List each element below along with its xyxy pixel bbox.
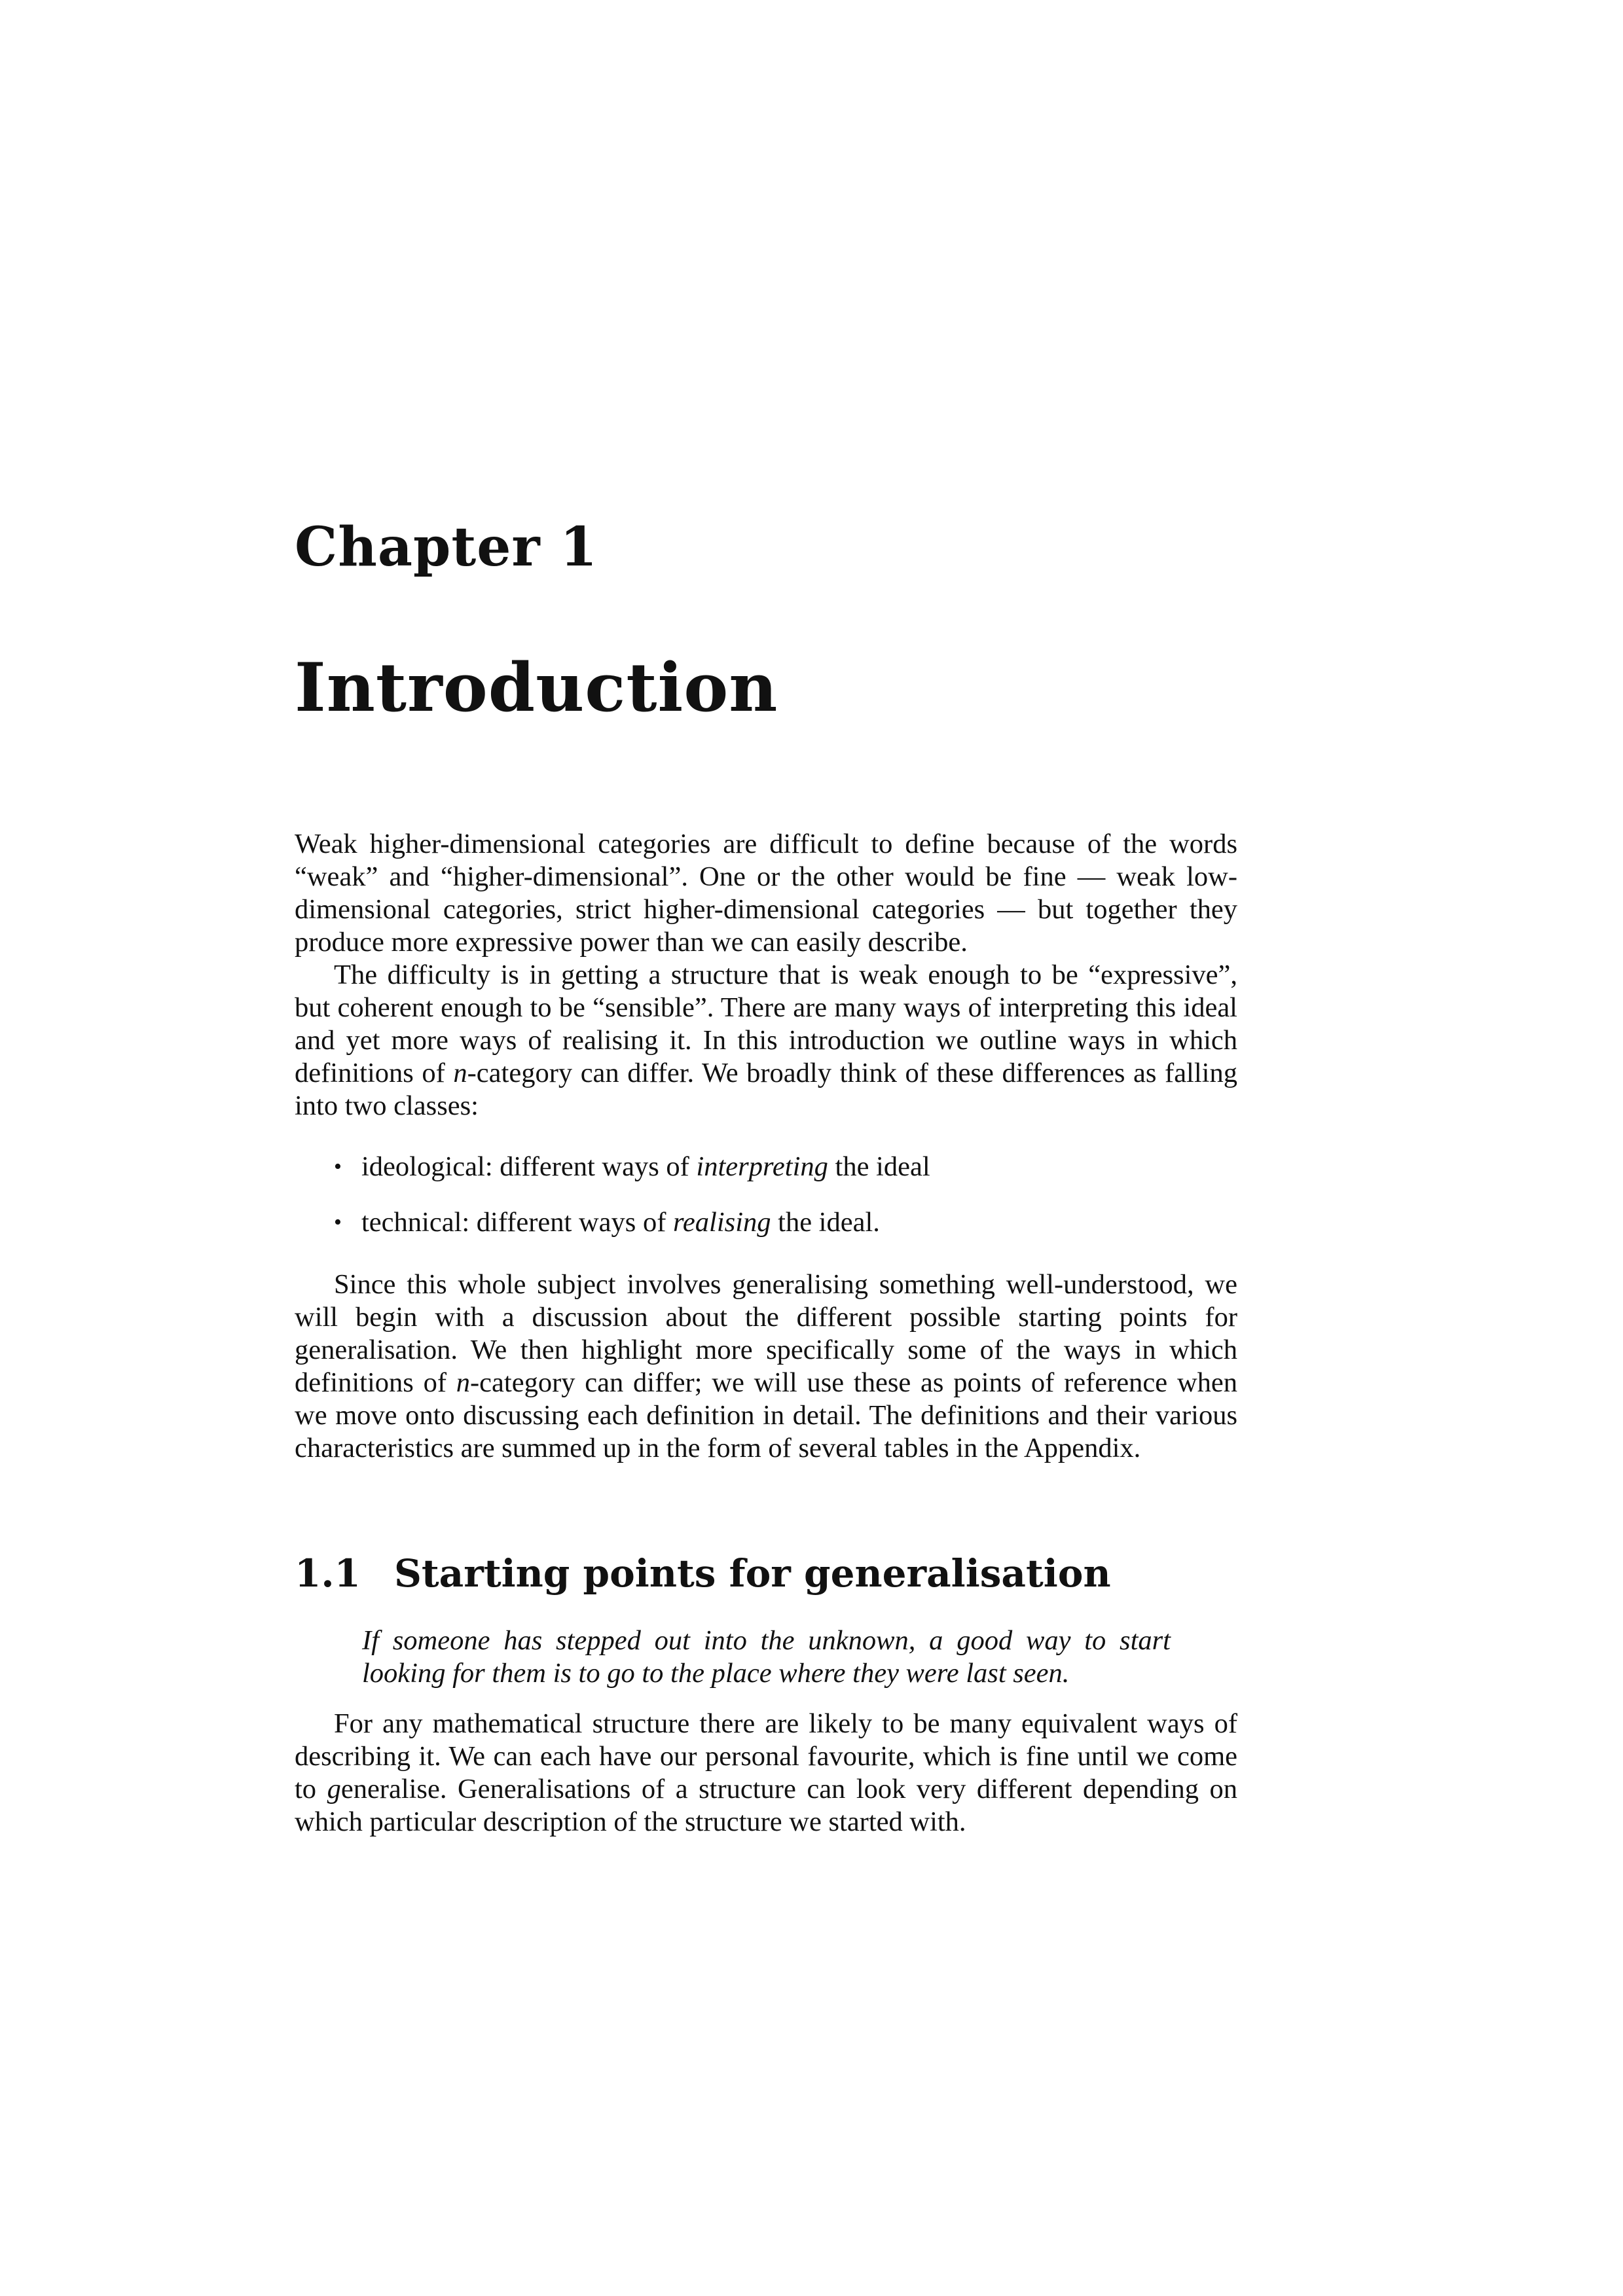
list-item-suffix: the ideal. (771, 1207, 880, 1238)
epigraph-quote (362, 1624, 1171, 1690)
section-number: 1.1 (295, 1551, 361, 1596)
intro-paragraph-1: Weak higher-dimensional categories are difficult to define because of the words “weak” and “higher-dimensional”. One or the other would be fine — weak low-dimensional categories, strict higher-dimensional categories — but together they produce more expressive power than we can easily describe. (295, 829, 1237, 958)
since-text-b: -category can differ; we will use these as points of reference when we move onto discussing each definition in detail. The definitions and their various characteristics are summed up in the form of several tables in the Appendix. (295, 1367, 1237, 1463)
n-variable: n (453, 1058, 467, 1088)
since-paragraph (295, 1268, 1237, 1465)
chapter-title: Introduction (295, 649, 778, 727)
intro-paragraph-2-text-b: -category can differ. We broadly think of these differences as falling into two classes: (295, 1058, 1237, 1121)
list-item-prefix: ideological: different ways of (361, 1151, 697, 1182)
final-section (295, 1708, 1237, 1839)
section-title: Starting points for generalisation (394, 1551, 1111, 1596)
quote-text: If someone has stepped out into the unknown, a good way to start looking for them is to go to the place where they were last seen. (362, 1625, 1171, 1689)
list-item-emphasis: realising (672, 1207, 771, 1238)
intro-paragraph-2 (295, 959, 1237, 1122)
section-heading (295, 1551, 1111, 1596)
final-paragraph (295, 1708, 1237, 1839)
intro-section (295, 828, 1237, 1122)
chapter-label: Chapter 1 (295, 516, 598, 579)
final-text-b: eneralise. Generalisations of a structure can look very different depending on which particular description of the structure we started with. (295, 1774, 1237, 1837)
list-item (295, 1151, 1237, 1183)
bullet-icon: • (334, 1210, 342, 1234)
list-item-suffix: the ideal (828, 1151, 930, 1182)
intro-paragraph-2-text-a: The difficulty is in getting a structure that is weak enough to be “expressive”, but coherent enough to be “sensible”. There are many ways of interpreting this ideal and yet more ways of realising it. In this introduction we outline ways in which definitions of (295, 960, 1237, 1088)
document-page (295, 0, 1237, 2296)
classes-list (295, 1151, 1237, 1262)
n-variable: n (456, 1367, 471, 1398)
bullet-icon: • (334, 1155, 342, 1179)
list-item-prefix: technical: different ways of (361, 1207, 673, 1238)
list-item (295, 1206, 1237, 1239)
since-text-a: Since this whole subject involves generalising something well-understood, we will begin with a discussion about the different possible starting points for generalisation. We then highlight more specifically some of the ways in which definitions of (295, 1269, 1237, 1398)
final-text-a: For any mathematical structure there are likely to be many equivalent ways of describing it. We can each have our personal favourite, which is fine until we come to (295, 1708, 1237, 1804)
since-section (295, 1268, 1237, 1465)
final-emphasis: g (327, 1774, 341, 1804)
list-item-emphasis: interpreting (696, 1151, 828, 1182)
